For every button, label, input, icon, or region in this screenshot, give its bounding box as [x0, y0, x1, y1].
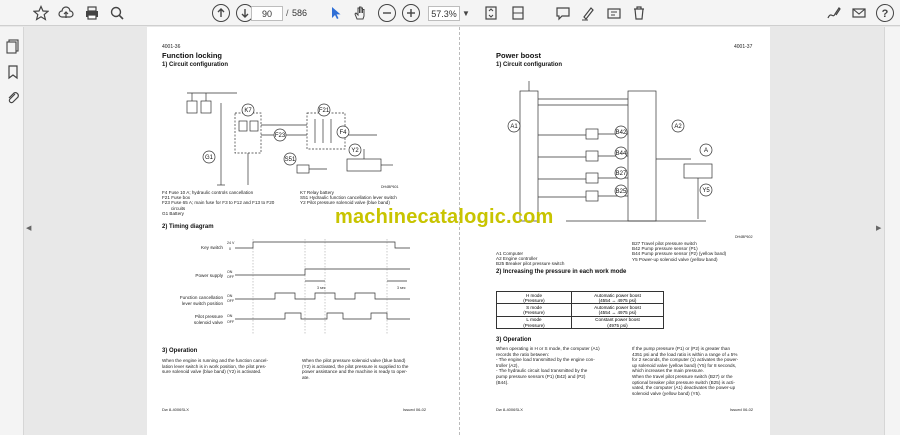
svg-text:B25: B25: [615, 189, 627, 195]
svg-text:K7: K7: [244, 108, 252, 114]
view-mode-icon[interactable]: [509, 4, 527, 22]
svg-text:B44: B44: [615, 151, 627, 157]
legend-item: circuits: [162, 205, 186, 211]
legend-item: K7 Relay battery: [300, 190, 334, 195]
legend-left: [162, 190, 302, 216]
legend-item: B44 Pump pressure sensor (P2) (yellow band): [632, 251, 727, 257]
table-cell: Automatic power boost (4554 ↔ 4975 psi): [572, 292, 664, 304]
watermark: machinecatalogic.com: [335, 206, 554, 228]
zoom-level-input[interactable]: 57.3%: [428, 6, 460, 21]
operation-text: When the engine is running and the function cancel- lation lever switch is in work position, the pilot pres- sure solenoid valve (blue band) (Y2) is activated.: [162, 358, 268, 375]
legend-item: Y2 Pilot pressure solenoid valve (blue band): [300, 200, 390, 206]
diagram-code: DH4BP601: [381, 185, 399, 189]
legend-left: [496, 251, 626, 267]
zoom-dropdown-icon[interactable]: ▼: [462, 9, 470, 18]
page-thumbnails-icon[interactable]: [4, 37, 22, 55]
zoom-search-icon[interactable]: [108, 4, 126, 22]
document-page-left: [147, 27, 459, 435]
comment-icon[interactable]: [554, 4, 572, 22]
svg-text:G1: G1: [204, 155, 214, 161]
zoom-out-icon[interactable]: [378, 4, 396, 22]
timing-label: Key switch: [201, 245, 223, 250]
collapse-right-icon[interactable]: ▶: [876, 225, 882, 232]
help-icon[interactable]: [876, 4, 894, 22]
page-fit-icon[interactable]: [482, 4, 500, 22]
footer-right: Issued 06-02: [730, 407, 754, 412]
timing-diagram: [235, 239, 415, 339]
document-page-right: [459, 27, 770, 435]
email-icon[interactable]: [850, 4, 868, 22]
footer-left: Dw 8-4006SLX: [162, 407, 189, 412]
page-number: 4001-37: [734, 44, 753, 50]
upload-cloud-icon[interactable]: [57, 4, 75, 22]
timing-label: Power supply: [195, 273, 223, 278]
timing-label: Function cancellation lever switch position: [179, 295, 223, 306]
operation-text: If the pump pressure (P1) or (P2) is greater than 4351 psi and the load ratio is within a range of ± 5% for 2 seconds, the computer (1) activates the power- up solenoid valve (yellow band) (Y5) for 8 seconds, which increases the main pressure. When the travel pilot pressure switch (B27) or the optional breaker pilot pressure switch (B25) is acti- vated, the computer (A1) deactivates the power-up solenoid valve (yellow band) (Y5).: [632, 346, 739, 396]
svg-text:F4: F4: [339, 130, 347, 136]
legend-item: Y5 Power-up solenoid valve (yellow band): [632, 256, 718, 262]
left-sidebar: [0, 27, 24, 435]
svg-text:A: A: [703, 148, 709, 154]
bookmark-star-icon[interactable]: [32, 4, 50, 22]
select-cursor-icon[interactable]: [327, 4, 345, 22]
svg-text:?: ?: [881, 8, 889, 20]
collapse-left-icon[interactable]: ◀: [26, 225, 32, 232]
table-cell: S mode (Pressure): [497, 304, 572, 316]
svg-text:F21: F21: [318, 108, 330, 114]
section-heading: 3) Operation: [162, 348, 198, 354]
table-cell: H mode (Pressure): [497, 292, 572, 304]
svg-text:S51: S51: [284, 157, 296, 163]
timing-duration: 3 sec: [317, 286, 326, 290]
state-high: ON: [227, 270, 233, 274]
table-cell: L mode (Pressure): [497, 316, 572, 328]
table-row: [497, 316, 664, 328]
legend-item: B27 Travel pilot pressure switch: [632, 241, 697, 246]
sign-icon[interactable]: [825, 4, 843, 22]
table-cell: Automatic power boost (4554 ↔ 4975 psi): [572, 304, 664, 316]
circuit-diagram-function-locking: [177, 73, 407, 189]
legend-item: F23 Fuse 65 A; main fuse for F3 to F12 and F13 to F20: [162, 200, 275, 206]
timing-duration: 3 sec: [397, 286, 406, 290]
legend-item: A1 Computer: [496, 251, 524, 256]
legend-item: F4 Fuse 10 A; hydraulic controls cancellation: [162, 190, 254, 195]
state-low: OFF: [227, 320, 235, 324]
svg-text:B42: B42: [615, 130, 627, 136]
page-title: Power boost: [496, 51, 542, 60]
bookmarks-icon[interactable]: [4, 63, 22, 81]
state-high: ON: [227, 294, 233, 298]
table-row: [497, 292, 664, 304]
svg-text:A1: A1: [510, 124, 518, 130]
section-heading: 2) Timing diagram: [162, 224, 214, 230]
legend-item: B42 Pump pressure sensor (P1): [632, 246, 698, 252]
page-number: 4001-36: [162, 44, 181, 50]
diagram-code: DH4BP602: [735, 235, 753, 239]
svg-text:B27: B27: [615, 171, 627, 177]
pan-hand-icon[interactable]: [351, 4, 369, 22]
page-separator: /: [286, 8, 289, 18]
attachment-icon[interactable]: [4, 89, 22, 107]
svg-text:Y5: Y5: [702, 188, 710, 194]
print-icon[interactable]: [83, 4, 101, 22]
stamp-icon[interactable]: [605, 4, 623, 22]
svg-text:A2: A2: [674, 124, 682, 130]
page-number-input[interactable]: 90: [251, 6, 283, 21]
state-low: OFF: [227, 275, 235, 279]
svg-text:Y2: Y2: [351, 148, 359, 154]
state-high: 24 V: [227, 241, 235, 245]
state-low: 0: [229, 247, 231, 251]
highlight-pen-icon[interactable]: [579, 4, 597, 22]
table-row: [497, 304, 664, 316]
legend-right: [632, 241, 767, 262]
page-total: 586: [292, 8, 308, 18]
footer-right: Issued 06-02: [403, 407, 427, 412]
work-mode-table: [496, 291, 664, 329]
legend-item: S51 Hydraulic function cancellation lever switch: [300, 195, 397, 201]
legend-item: B25 Breaker pilot pressure switch: [496, 261, 565, 267]
legend-right: [300, 190, 450, 206]
state-high: ON: [227, 314, 233, 318]
section-heading: 3) Operation: [496, 337, 532, 343]
legend-item: G1 Battery: [162, 210, 184, 216]
delete-icon[interactable]: [630, 4, 648, 22]
right-scrollbar[interactable]: [884, 27, 900, 435]
page-up-icon[interactable]: [212, 4, 230, 22]
legend-item: F21 Fuse box: [162, 195, 191, 201]
legend-item: A2 Engine controller: [496, 256, 538, 262]
timing-label: Pilot pressure solenoid valve: [193, 314, 223, 325]
section-heading: 2) Increasing the pressure in each work mode: [496, 269, 627, 275]
table-cell: Constant power boost (4975 psi): [572, 316, 664, 328]
state-low: OFF: [227, 299, 235, 303]
section-heading: 1) Circuit configuration: [496, 62, 562, 68]
svg-text:F23: F23: [274, 133, 286, 139]
section-heading: 1) Circuit configuration: [162, 62, 228, 68]
page-title: Function locking: [162, 51, 222, 60]
toolbar: [0, 0, 900, 26]
operation-text: When operating in H or S mode, the computer (A1) records the ratio between: - The engine load transmitted by the engine con- troller (A2), - The hydraulic circuit load transmitted by the pump pressure sensors (P1) (B42) and (P2) (B44).: [496, 346, 600, 385]
footer-left: Dw 8-4006SLX: [496, 407, 523, 412]
operation-text: When the pilot pressure solenoid valve (blue band) (Y2) is activated, the pilot pressure is supplied to the power assistance and the machine is ready to oper- ate.: [302, 358, 409, 380]
zoom-in-icon[interactable]: [402, 4, 420, 22]
